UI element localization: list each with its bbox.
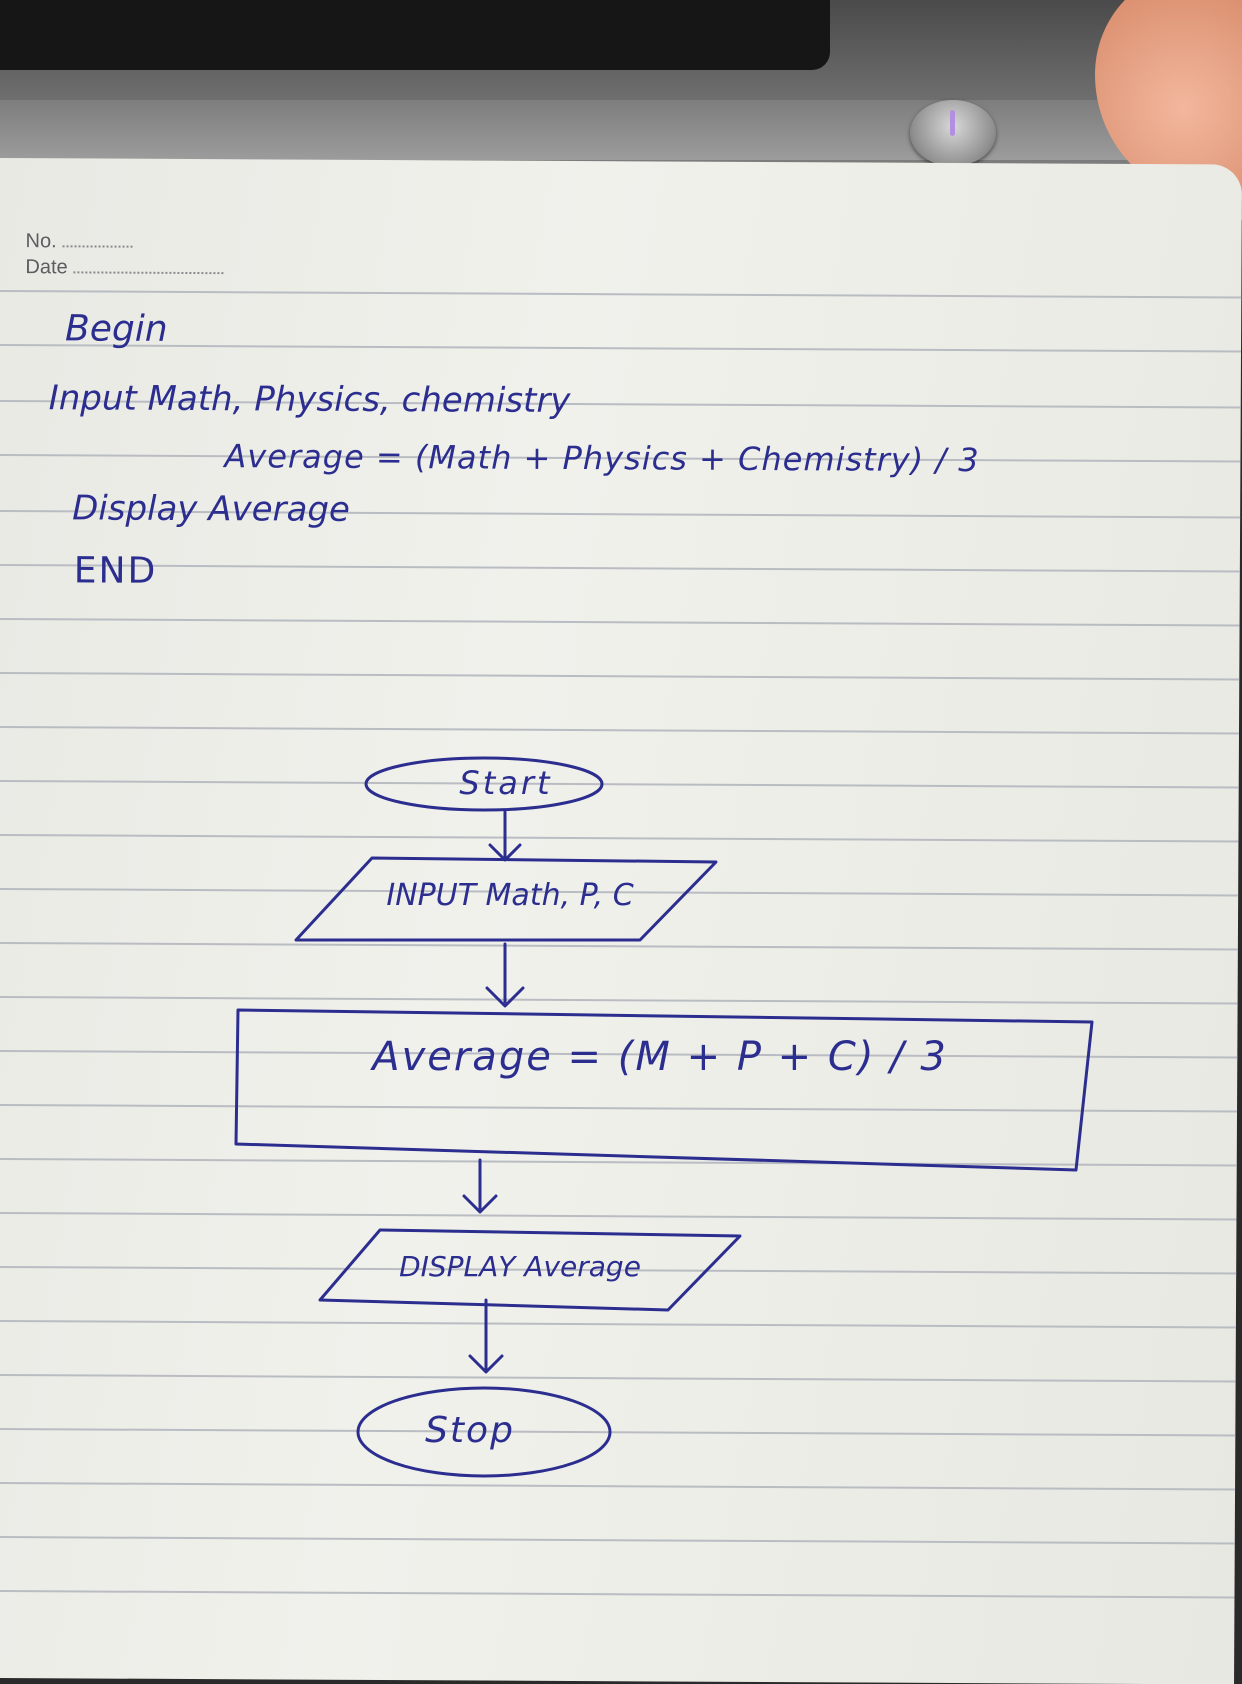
pseudocode-average: Average = (Math + Physics + Chemistry) / 3 bbox=[224, 437, 980, 480]
date-label: Date bbox=[25, 256, 68, 279]
pseudocode-end: END bbox=[73, 550, 158, 592]
pseudocode-display: Display Average bbox=[72, 488, 351, 530]
pseudocode-begin: Begin bbox=[64, 308, 168, 350]
arrow-output-to-stop bbox=[470, 1300, 502, 1372]
flowchart-start-label: Start bbox=[459, 764, 553, 802]
pseudocode-input: Input Math, Physics, chemistry bbox=[48, 378, 571, 421]
arrow-input-to-process bbox=[487, 944, 523, 1006]
flowchart-output-label: DISPLAY Average bbox=[399, 1250, 641, 1283]
arrow-start-to-input bbox=[490, 812, 520, 860]
number-label: No. bbox=[25, 230, 57, 253]
flowchart-process-label: Average = (M + P + C) / 3 bbox=[372, 1034, 948, 1080]
flowchart-input-label: INPUT Math, P, C bbox=[386, 878, 634, 913]
arrow-process-to-output bbox=[464, 1160, 496, 1212]
flowchart-stop-label: Stop bbox=[425, 1410, 515, 1451]
